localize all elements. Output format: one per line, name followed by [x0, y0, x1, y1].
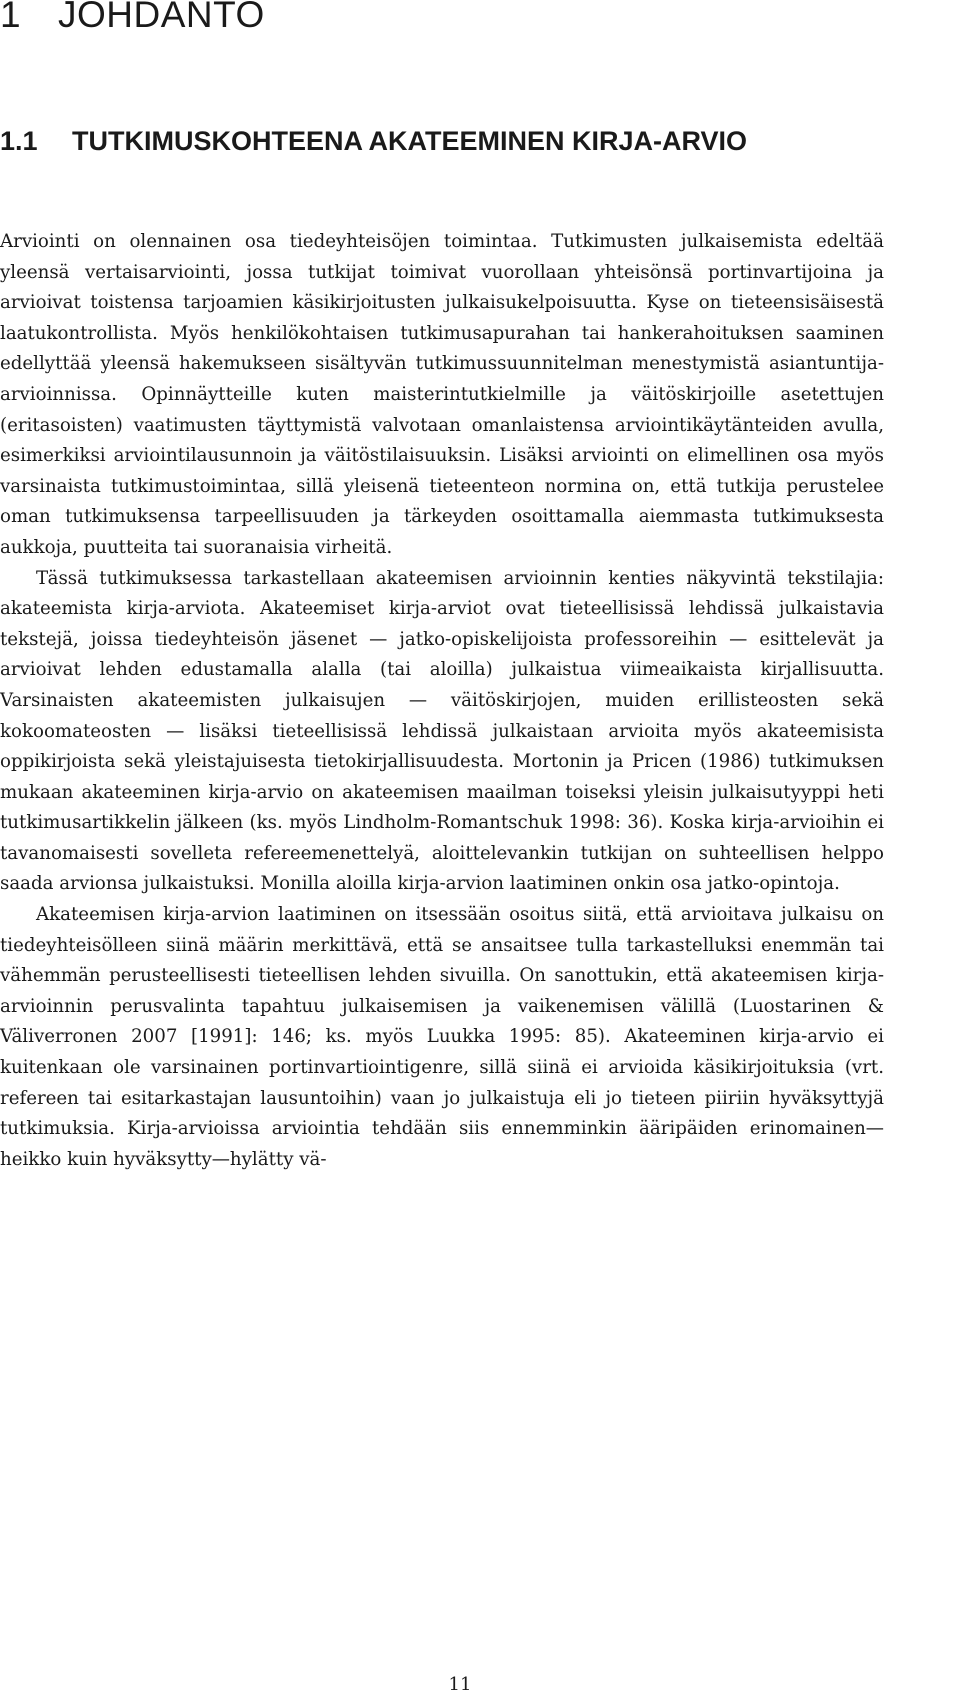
paragraph: Arviointi on olennainen osa tiedeyhteisöjen toimintaa. Tutkimusten julkaisemista edeltää yleensä vertaisarviointi, jossa tutkijat toimivat vuorollaan yhteisönsä portinvartijoina ja arvioivat toistensa tarjoamien käsikirjoitusten julkaisukelpoisuutta. Kyse on tieteensisäisestä laatukontrollista. Myös henkilökohtaisen tutkimusapurahan tai hankerahoituksen saaminen edellyttää yleensä hakemukseen sisältyvän tutkimussuunnitelman menestymistä asiantuntija-arvioinnissa. Opinnäytteille kuten maisterintutkielmille ja väitöskirjoille asetettujen (eritasoisten) vaatimusten täyttymistä valvotaan omanlaistensa arviointikäytänteiden avulla, esimerkiksi arviointilausunnoin ja väitöstilaisuuksin. Lisäksi arviointi on elimellinen osa myös varsinaista tutkimustoimintaa, sillä yleisenä tieteenteon normina on, että tutkija perustelee oman tutkimuksensa tarpeellisuuden ja tärkeyden osoittamalla aiemmasta tutkimuksesta aukkoja, puutteita tai suoranaisia virheitä.	[0, 231, 884, 558]
chapter-heading	[0, 0, 265, 36]
section-number: 1.1	[0, 126, 38, 156]
chapter-number: 1	[0, 0, 22, 35]
section-heading	[0, 124, 820, 159]
body-text	[0, 227, 884, 1175]
section-title: TUTKIMUSKOHTEENA AKATEEMINEN KIRJA-ARVIO	[72, 126, 748, 156]
paragraph: Akateemisen kirja-arvion laatiminen on itsessään osoitus siitä, että arvioitava julkaisu on tiedeyhteisölleen siinä määrin merkittävä, että se ansaitsee tulla tarkastelluksi enemmän tai vähemmän perusteellisesti tieteellisen lehden sivuilla. On sanottukin, että akateemisen kirja-arvioinnin perusvalinta tapahtuu julkaisemisen ja vaikenemisen välillä (Luostarinen & Väliverronen 2007 [1991]: 146; ks. myös Luukka 1995: 85). Akateeminen kirja-arvio ei kuitenkaan ole varsinainen portinvartiointigenre, sillä siinä ei arvioida käsikirjoituksia (vrt. refereen tai esitarkastajan lausuntoihin) vaan jo julkaistuja eli jo tieteen piiriin hyväksyttyjä tutkimuksia. Kirja-arvioissa arviointia tehdään siis ennemminkin ääripäiden erinomainen—heikko kuin hyväksytty—hylätty vä-	[0, 904, 884, 1170]
paragraph: Tässä tutkimuksessa tarkastellaan akateemisen arvioinnin kenties näkyvintä tekstilajia: akateemista kirja-arviota. Akateemiset kirja-arviot ovat tieteellisissä lehdissä julkaistavia tekstejä, joissa tiedeyhteisön jäsenet — jatko-opiskelijoista professoreihin — esittelevät ja arvioivat lehden edustamalla alalla (tai aloilla) julkaistua viimeaikaista kirjallisuutta. Varsinaisten akateemisten julkaisujen — väitöskirjojen, muiden erillisteosten sekä kokoomateosten — lisäksi tieteellisissä lehdissä julkaistaan arvioita myös akateemisista oppikirjoista sekä yleistajuisesta tietokirjallisuudesta. Mortonin ja Pricen (1986) tutkimuksen mukaan akateeminen kirja-arvio on akateemisen maailman toiseksi yleisin julkaisutyyppi heti tutkimusartikkelin jälkeen (ks. myös Lindholm-Romantschuk 1998: 36). Koska kirja-arvioihin ei tavanomaisesti sovelleta refereemenettelyä, aloittelevankin tutkijan on suhteellisen helppo saada arvionsa julkaistuksi. Monilla aloilla kirja-arvion laatiminen onkin osa jatko-opintoja.	[0, 567, 884, 895]
chapter-title: JOHDANTO	[58, 0, 265, 35]
page-number: 11	[448, 1674, 472, 1695]
